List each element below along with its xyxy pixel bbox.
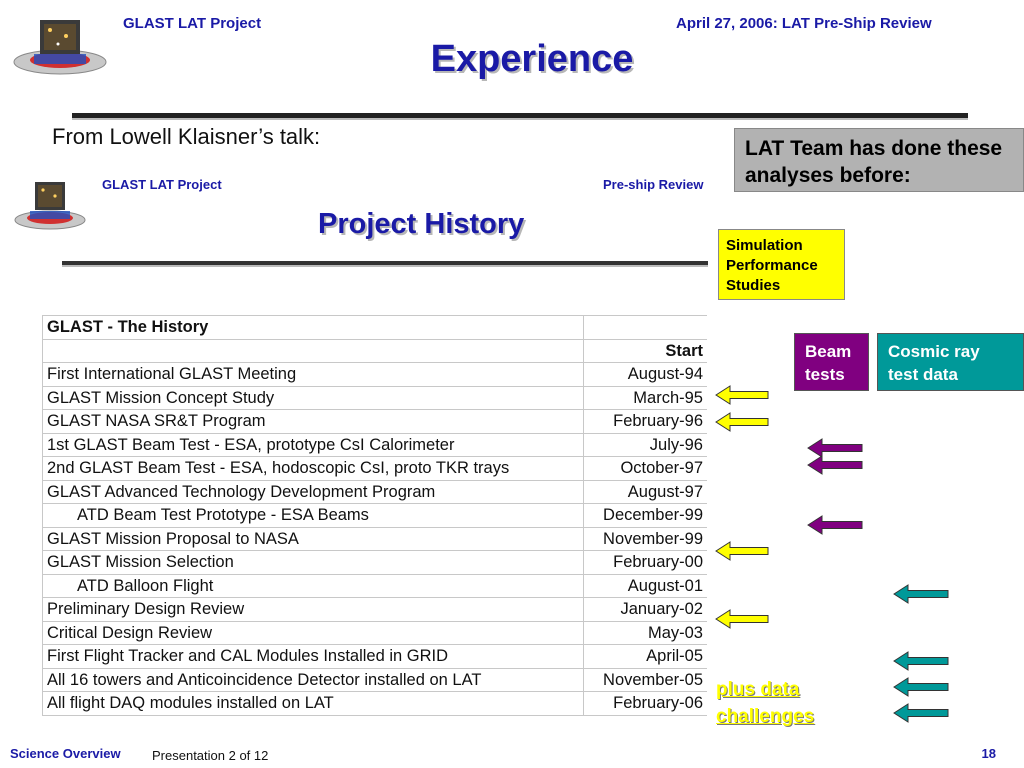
event-cell: 2nd GLAST Beam Test - ESA, hodoscopic CsI, proto TKR trays (43, 457, 584, 481)
start-cell: November-99 (584, 527, 708, 551)
table-heading: GLAST - The History (43, 316, 584, 340)
review-date: April 27, 2006: LAT Pre-Ship Review (676, 15, 932, 32)
page-number: 18 (981, 746, 996, 761)
event-cell: GLAST NASA SR&T Program (43, 410, 584, 434)
event-cell: ATD Beam Test Prototype - ESA Beams (43, 504, 584, 528)
embedded-slide-title: Project History (318, 208, 525, 240)
start-cell: August-97 (584, 480, 708, 504)
start-cell: November-05 (584, 668, 708, 692)
footer-section: Science Overview (10, 746, 121, 761)
start-cell: December-99 (584, 504, 708, 528)
event-cell: GLAST Mission Concept Study (43, 386, 584, 410)
event-cell: GLAST Mission Selection (43, 551, 584, 575)
start-cell: August-94 (584, 363, 708, 387)
simulation-arrow-icon (716, 413, 768, 431)
start-cell: February-96 (584, 410, 708, 434)
slide-title: Experience (430, 38, 634, 80)
event-cell: All 16 towers and Anticoincidence Detector installed on LAT (43, 668, 584, 692)
start-cell: October-97 (584, 457, 708, 481)
event-cell: 1st GLAST Beam Test - ESA, prototype CsI Calorimeter (43, 433, 584, 457)
beam-tests-callout: Beam tests (794, 333, 869, 391)
start-cell: May-03 (584, 621, 708, 645)
cosmic-ray-callout: Cosmic ray test data (877, 333, 1024, 391)
beam-test-arrow-icon (808, 456, 862, 474)
event-cell: Preliminary Design Review (43, 598, 584, 622)
column-header-start: Start (584, 339, 708, 363)
simulation-arrow-icon (716, 542, 768, 560)
event-cell: ATD Balloon Flight (43, 574, 584, 598)
subtitle: From Lowell Klaisner’s talk: (52, 124, 321, 149)
simulation-arrow-icon (716, 610, 768, 628)
simulation-callout: Simulation Performance Studies (718, 229, 845, 300)
start-cell: February-06 (584, 692, 708, 716)
event-cell: GLAST Mission Proposal to NASA (43, 527, 584, 551)
cosmic-ray-arrow-icon (894, 585, 948, 603)
event-cell: All flight DAQ modules installed on LAT (43, 692, 584, 716)
start-cell: January-02 (584, 598, 708, 622)
start-cell: April-05 (584, 645, 708, 669)
event-cell: GLAST Advanced Technology Development Program (43, 480, 584, 504)
start-cell: February-00 (584, 551, 708, 575)
cosmic-ray-arrow-icon (894, 652, 948, 670)
event-cell: Critical Design Review (43, 621, 584, 645)
plus-data-challenges-link[interactable]: plus data challenges (716, 679, 815, 727)
embedded-review-name: Pre-ship Review (603, 177, 704, 192)
beam-test-arrow-icon (808, 516, 862, 534)
simulation-arrow-icon (716, 386, 768, 404)
event-cell: First Flight Tracker and CAL Modules Installed in GRID (43, 645, 584, 669)
start-cell: August-01 (584, 574, 708, 598)
project-name: GLAST LAT Project (123, 15, 262, 32)
analyses-done-callout: LAT Team has done these analyses before: (734, 128, 1024, 192)
cosmic-ray-arrow-icon (894, 678, 948, 696)
beam-test-arrow-icon (808, 439, 862, 457)
footer-presentation: Presentation 2 of 12 (152, 748, 269, 763)
event-cell: First International GLAST Meeting (43, 363, 584, 387)
start-cell: March-95 (584, 386, 708, 410)
cosmic-ray-arrow-icon (894, 704, 948, 722)
embedded-project-name: GLAST LAT Project (102, 177, 222, 192)
start-cell: July-96 (584, 433, 708, 457)
